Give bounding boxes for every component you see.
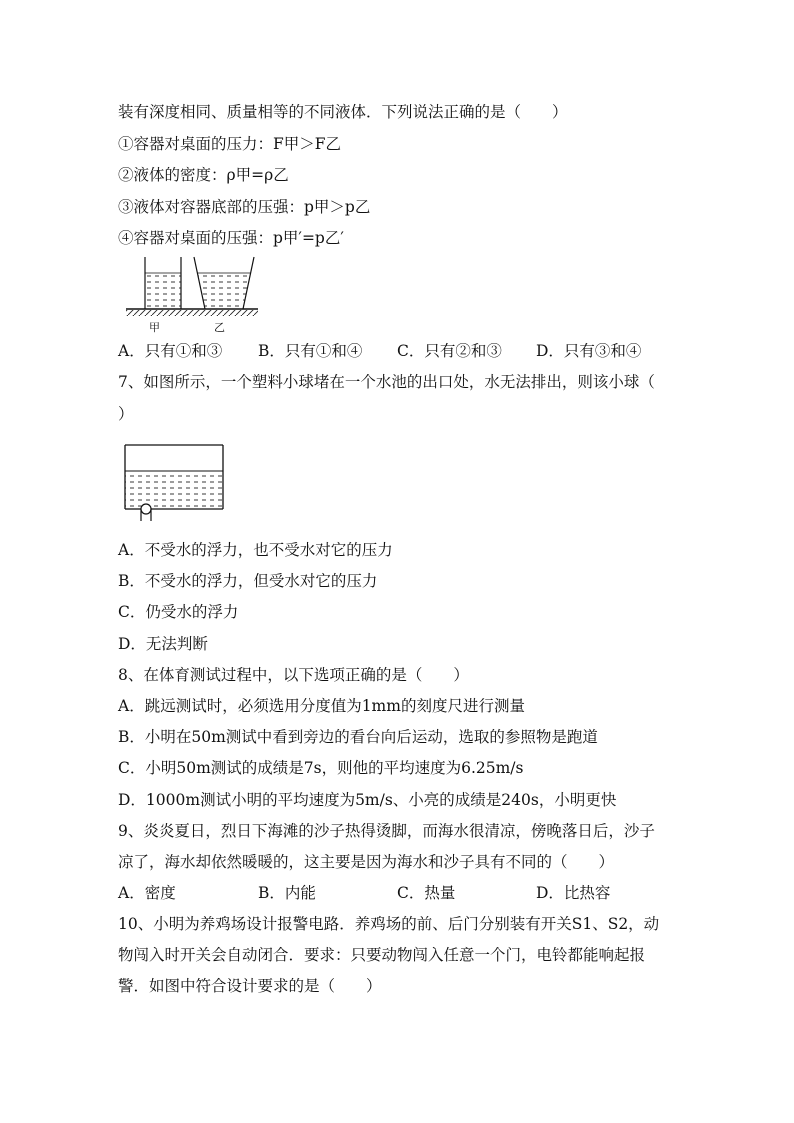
q9-options	[118, 883, 610, 903]
q9-stem-line-2: 凉了，海水却依然暖暖的，这主要是因为海水和沙子具有不同的（ ）	[118, 853, 615, 871]
q6-option-b[interactable]: B．只有①和④	[258, 342, 363, 360]
q7-option-c[interactable]: C．仍受水的浮力	[118, 603, 239, 621]
q6-option-d[interactable]: D．只有③和④	[536, 342, 642, 360]
q6-option-a[interactable]: A．只有①和③	[118, 342, 223, 360]
q8-option-c[interactable]: C．小明50m测试的成绩是7s，则他的平均速度为6.25m/s	[118, 759, 524, 777]
container-label-jia: 甲	[149, 321, 160, 334]
q10-stem-line-3: 警．如图中符合设计要求的是（ ）	[118, 977, 382, 995]
q6-stem: 装有深度相同、质量相等的不同液体．下列说法正确的是（ ）	[118, 103, 568, 121]
q10-stem-line-2: 物闯入时开关会自动闭合．要求：只要动物闯入任意一个门，电铃都能响起报	[118, 946, 646, 964]
q7-stem-line-1: 7、如图所示，一个塑料小球堵在一个水池的出口处，水无法排出，则该小球（	[118, 373, 655, 391]
container-label-yi: 乙	[214, 321, 225, 334]
q8-option-d[interactable]: D．1000m测试小明的平均速度为5m/s、小亮的成绩是240s，小明更快	[118, 791, 617, 809]
q7-option-b[interactable]: B．不受水的浮力，但受水对它的压力	[118, 572, 378, 590]
q6-options	[118, 341, 641, 361]
q8-option-a[interactable]: A．跳远测试时，必须选用分度值为1mm的刻度尺进行测量	[118, 697, 525, 715]
q6-statement-1: ①容器对桌面的压力：F甲＞F乙	[118, 135, 342, 153]
q7-option-d[interactable]: D．无法判断	[118, 635, 208, 653]
q6-option-c[interactable]: C．只有②和③	[397, 342, 502, 360]
q6-statement-3: ③液体对容器底部的压强：p甲＞p乙	[118, 198, 371, 216]
q6-statement-2: ②液体的密度：ρ甲=ρ乙	[118, 166, 289, 184]
q9-option-a[interactable]: A．密度	[118, 884, 176, 902]
q10-stem-line-1: 10、小明为养鸡场设计报警电路．养鸡场的前、后门分别装有开关S1、S2，动	[118, 915, 660, 933]
q6-containers-figure	[122, 255, 262, 334]
q7-pool-figure	[121, 443, 227, 525]
q9-stem-line-1: 9、炎炎夏日，烈日下海滩的沙子热得烫脚，而海水很清凉，傍晚落日后，沙子	[118, 822, 655, 840]
q9-option-b[interactable]: B．内能	[258, 884, 316, 902]
q6-statement-4: ④容器对桌面的压强：p甲′=p乙′	[118, 229, 344, 247]
q8-option-b[interactable]: B．小明在50m测试中看到旁边的看台向后运动，选取的参照物是跑道	[118, 728, 598, 746]
q9-option-c[interactable]: C．热量	[397, 884, 456, 902]
q7-option-a[interactable]: A．不受水的浮力，也不受水对它的压力	[118, 541, 393, 559]
q7-stem-line-2: ）	[118, 405, 134, 423]
q9-option-d[interactable]: D．比热容	[536, 884, 611, 902]
q8-stem: 8、在体育测试过程中，以下选项正确的是（ ）	[118, 666, 469, 684]
